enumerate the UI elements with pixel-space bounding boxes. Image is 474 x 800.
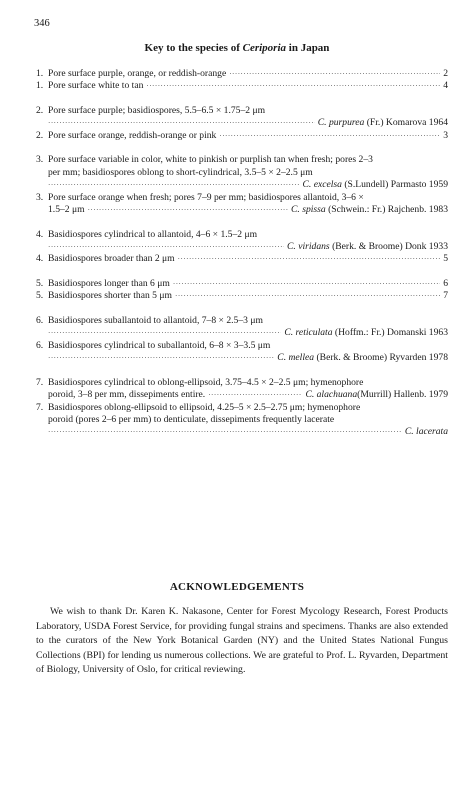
lead-number: 6. xyxy=(36,315,44,327)
key-couplet-3 xyxy=(36,154,448,216)
key-lead xyxy=(36,290,448,302)
lead-species xyxy=(405,426,448,438)
species-authority: (Berk. & Broome) Donk 1933 xyxy=(332,241,448,253)
species-name: C. mellea xyxy=(277,352,315,364)
species-name: C. spissa xyxy=(291,204,326,216)
species-authority: (Hoffm.: Fr.) Domanski 1963 xyxy=(334,327,448,339)
lead-text: Basidiospores shorter than 5 μm xyxy=(48,290,172,302)
key-lead xyxy=(36,377,448,402)
leader-dots xyxy=(175,293,440,300)
lead-text-line1: Pore surface orange when fresh; pores 7–9 per mm; basidiospores allantoid, 3–6 × xyxy=(48,191,364,203)
species-name: C. alachuana xyxy=(305,389,358,401)
key-lead xyxy=(36,340,448,365)
lead-number: 5. xyxy=(36,278,44,290)
leader-dots xyxy=(229,71,440,78)
leader-dots xyxy=(173,281,440,288)
species-authority: (Schwein.: Fr.) Rajchenb. 1983 xyxy=(328,204,448,216)
leader-dots xyxy=(48,244,284,251)
species-authority: (Fr.) Komarova 1964 xyxy=(366,117,448,129)
acknowledgements-body: We wish to thank Dr. Karen K. Nakasone, Center for Forest Mycology Research, Forest Products Laboratory, USDA Forest Service, for providing fungal strains and specimens. Thanks are also extended to the curators of the New York Botanical Garden (NY) and the United States National Fungus Collections (BPI) for lending us numerous collections. We are grateful to Prof. L. Ryvarden, Department of Biology, University of Oslo, for critical reviewing. xyxy=(36,606,448,675)
key-couplet-1 xyxy=(36,68,448,93)
lead-text: Basidiospores suballantoid to allantoid, 7–8 × 2.5–3 μm xyxy=(48,315,263,327)
lead-text-line2: per mm; basidiospores oblong to short-cylindrical, 3.5–5 × 2–2.5 μm xyxy=(48,166,313,178)
lead-number: 2. xyxy=(36,129,44,141)
lead-text: Pore surface white to tan xyxy=(48,80,144,92)
lead-number: 6. xyxy=(36,339,44,351)
key-lead xyxy=(36,253,448,265)
lead-target: 6 xyxy=(443,278,448,290)
lead-text-line1: Pore surface variable in color, white to pinkish or purplish tan when fresh; pores 2–3 xyxy=(48,154,373,166)
lead-text: Basidiospores broader than 2 μm xyxy=(48,253,175,265)
leader-dots xyxy=(48,355,274,362)
leader-dots xyxy=(178,256,441,263)
lead-target: 3 xyxy=(443,129,448,141)
key-couplet-5 xyxy=(36,278,448,303)
key-lead xyxy=(36,130,448,142)
lead-text-line2: 1.5–2 μm xyxy=(48,204,85,216)
lead-species xyxy=(277,352,448,364)
page-number: 346 xyxy=(34,18,50,29)
species-name: C. purpurea xyxy=(317,117,365,129)
key-title-prefix: Key to the species of xyxy=(144,42,243,54)
leader-dots xyxy=(48,182,300,189)
key-couplet-2 xyxy=(36,105,448,142)
key-lead xyxy=(36,80,448,92)
lead-text: Pore surface orange, reddish-orange or pink xyxy=(48,129,217,141)
lead-number: 1. xyxy=(36,68,44,79)
key-lead xyxy=(36,154,448,191)
key-lead xyxy=(36,278,448,290)
leader-dots xyxy=(219,133,440,140)
lead-number: 3. xyxy=(36,154,44,166)
lead-text-line1: Basidiospores oblong-ellipsoid to ellipsoid, 4.25–5 × 2.5–2.75 μm; hymenophore xyxy=(48,401,361,413)
lead-target: 7 xyxy=(443,290,448,302)
leader-dots xyxy=(88,207,288,214)
lead-number: 7. xyxy=(36,376,44,388)
leader-dots xyxy=(48,330,281,337)
lead-number: 1. xyxy=(36,80,44,92)
key-lead xyxy=(36,229,448,254)
lead-text-line2: poroid (pores 2–6 per mm) to denticulate, dissepiments frequently lacerate xyxy=(48,414,335,426)
key-title-genus: Ceriporia xyxy=(242,42,287,54)
species-authority: (Murrill) Hallenb. 1979 xyxy=(357,389,448,401)
lead-target: 5 xyxy=(443,253,448,265)
lead-species xyxy=(305,389,448,401)
lead-number: 2. xyxy=(36,105,44,116)
lead-species xyxy=(291,204,448,216)
leader-dots xyxy=(208,392,302,399)
lead-text-line1: Basidiospores cylindrical to oblong-ellipsoid, 3.75–4.5 × 2–2.5 μm; hymenophore xyxy=(48,376,364,388)
acknowledgements-heading: ACKNOWLEDGEMENTS xyxy=(169,581,305,593)
lead-species xyxy=(318,117,448,129)
leader-dots xyxy=(48,120,315,127)
key-lead xyxy=(36,68,448,80)
key-title xyxy=(0,42,474,54)
lead-text: Pore surface purple; basidiospores, 5.5–6.5 × 1.75–2 μm xyxy=(48,105,266,116)
lead-target: 2 xyxy=(443,68,448,79)
leader-dots xyxy=(48,429,402,436)
lead-number: 4. xyxy=(36,253,44,265)
key-couplet-4 xyxy=(36,229,448,266)
lead-number: 3. xyxy=(36,191,44,203)
lead-number: 7. xyxy=(36,401,44,413)
lead-text: Basidiospores cylindrical to allantoid, 4–6 × 1.5–2 μm xyxy=(48,228,258,240)
key-lead xyxy=(36,192,448,217)
key-title-suffix: in Japan xyxy=(286,42,330,54)
lead-species xyxy=(284,327,448,339)
lead-number: 4. xyxy=(36,228,44,240)
species-name: C. excelsa xyxy=(302,179,342,191)
key-couplet-7 xyxy=(36,377,448,439)
lead-species xyxy=(303,179,449,191)
lead-number: 5. xyxy=(36,290,44,302)
lead-target: 4 xyxy=(443,80,448,92)
lead-species xyxy=(287,241,448,253)
species-authority: (S.Lundell) Parmasto 1959 xyxy=(344,179,448,191)
species-key xyxy=(36,68,448,451)
lead-text-line2: poroid, 3–8 per mm, dissepiments entire. xyxy=(48,389,206,401)
lead-text: Basidiospores longer than 6 μm xyxy=(48,278,170,290)
key-lead xyxy=(36,402,448,439)
key-couplet-6 xyxy=(36,315,448,365)
key-lead xyxy=(36,315,448,340)
key-lead xyxy=(36,105,448,130)
species-name: C. reticulata xyxy=(284,327,333,339)
species-authority: (Berk. & Broome) Ryvarden 1978 xyxy=(316,352,448,364)
lead-text: Pore surface purple, orange, or reddish-orange xyxy=(48,68,227,79)
species-name: C. lacerata xyxy=(404,426,448,438)
lead-text: Basidiospores cylindrical to suballantoid, 6–8 × 3–3.5 μm xyxy=(48,339,271,351)
species-name: C. viridans xyxy=(287,241,330,253)
leader-dots xyxy=(146,83,440,90)
